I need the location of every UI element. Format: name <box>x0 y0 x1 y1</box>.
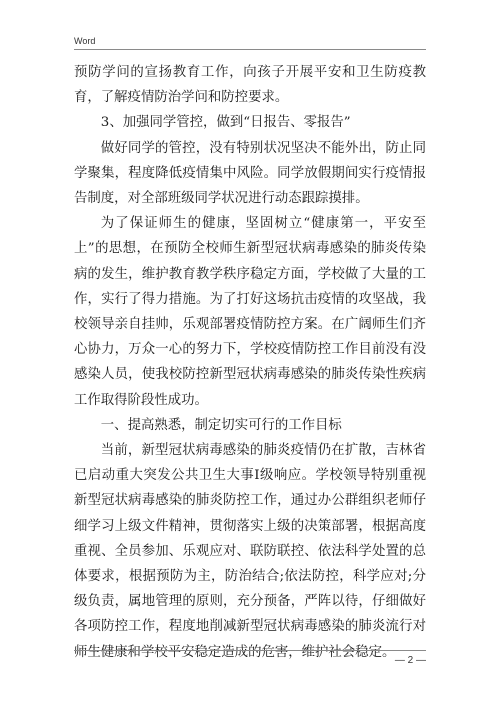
document-body <box>74 60 426 665</box>
page-number: — 2 — <box>394 655 426 666</box>
paragraph-6: 当前，新型冠状病毒感染的肺炎疫情仍在扩散，吉林省已启动重大突发公共卫生大事Ⅰ级响应。学校领导特别重视新型冠状病毒感染的肺炎防控工作，通过办公群组织老师仔细学习上级文件精神，贯彻落实上级的决策部署，根据高度重视、全员参加、乐观应对、联防联控、依法科学处置的总体要求，根据预防为主，防治结合;依法防控，科学应对;分级负责，属地管理的原则，充分预备，严阵以待，仔细做好各项防控工作，程度地削减新型冠状病毒感染的肺炎流行对师生健康和学校平安稳定造成的危害，维护社会稳定。 <box>74 443 426 660</box>
footer-rule <box>74 650 426 651</box>
paragraph-2-heading: 3、加强同学管控，做到“日报告、零报告” <box>100 115 351 131</box>
paragraph-3: 做好同学的管控，没有特别状况坚决不能外出，防止同学聚集，程度降低疫情集中风险。同学放假期间实行疫情报告制度，对全部班级同学状况进行动态跟踪摸排。 <box>74 140 426 207</box>
header-rule <box>74 49 426 50</box>
paragraph-1: 预防学问的宣扬教育工作，向孩子开展平安和卫生防疫教育，了解疫情防治学问和防控要求。 <box>74 65 426 106</box>
paragraph-4: 为了保证师生的健康，坚固树立“健康第一，平安至上”的思想，在预防全校师生新型冠状病毒感染的肺炎传染病的发生，维护教育教学秩序稳定方面，学校做了大量的工作，实行了得力措施。为了打好这场抗击疫情的攻坚战，我校领导亲自挂帅，乐观部署疫情防控方案。在广阔师生们齐心协力，万众一心的努力下，学校疫情防控工作目前没有没感染人员，使我校防控新型冠状病毒感染的肺炎传染性疾病工作取得阶段性成功。 <box>74 216 426 408</box>
header-app-label: Word <box>74 36 96 46</box>
paragraph-5-heading: 一、提高熟悉，制定切实可行的工作目标 <box>100 417 342 433</box>
